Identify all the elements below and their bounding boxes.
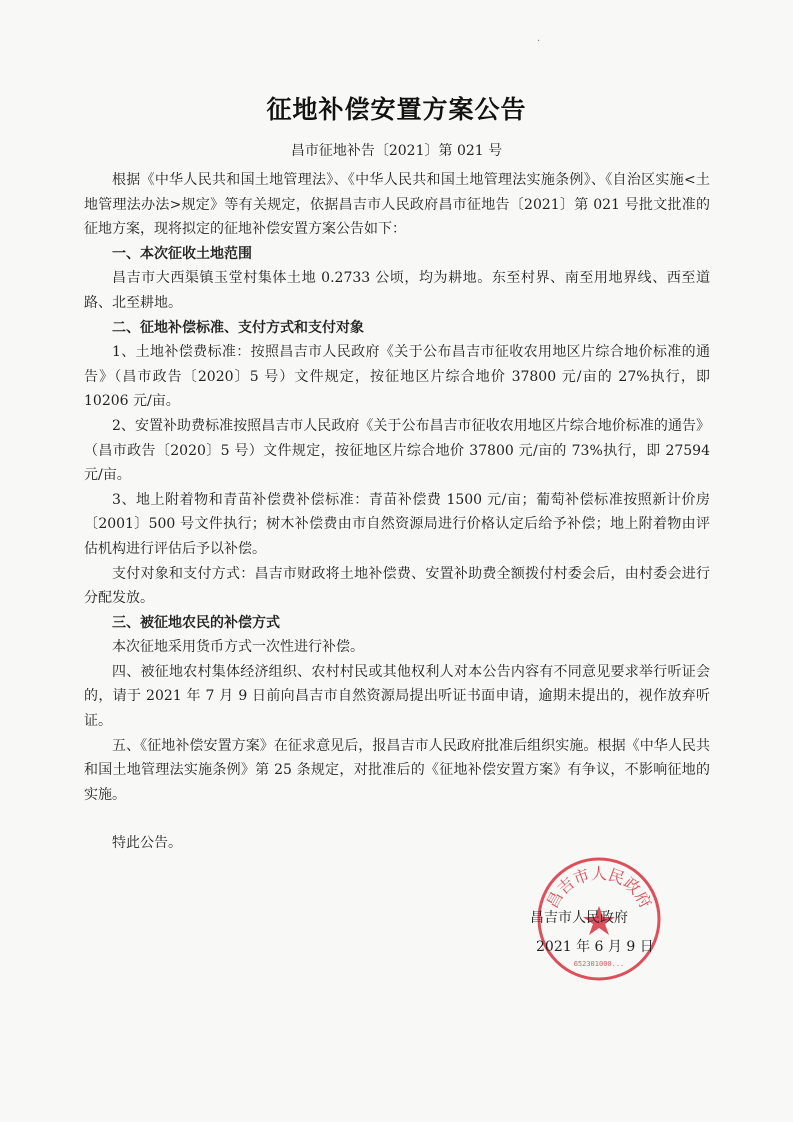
closing-line: 特此公告。	[112, 835, 182, 852]
intro-paragraph: 根据《中华人民共和国土地管理法》、《中华人民共和国土地管理法实施条例》、《自治区实施<土地管理法办法>规定》等有关规定，依据昌吉市人民政府昌市征地告〔2021〕第 021 号批文批准的征地方案，现将拟定的征地补偿安置方案公告如下：	[84, 172, 710, 238]
paragraph-attachments-crops: 3、地上附着物和青苗补偿费补偿标准：青苗补偿费 1500 元/亩；葡萄补偿标准按照新计价房〔2001〕500 号文件执行；树木补偿费由市自然资源局进行价格认定后给予补偿；地上附着物由评估机构进行评估后予以补偿。	[84, 491, 710, 557]
spacer	[84, 807, 710, 831]
paragraph-hearing: 四、被征地农村集体经济组织、农村村民或其他权利人对本公告内容有不同意见要求举行听证会的，请于 2021 年 7 月 9 日前向昌吉市自然资源局提出听证书面申请，逾期未提出的，视作放弃听证。	[84, 663, 710, 730]
paragraph-implementation: 五、《征地补偿安置方案》在征求意见后，报昌吉市人民政府批准后组织实施。根据《中华人民共和国土地管理法实施条例》第 25 条规定，对批准后的《征地补偿安置方案》有争议，不影响征地的实施。	[84, 737, 710, 803]
seal-code: 652301000...	[573, 960, 625, 968]
paragraph-resettlement-subsidy: 2、安置补助费标准按照昌吉市人民政府《关于公布昌吉市征收农用地区片综合地价标准的通告》（昌市政告〔2020〕5 号）文件规定，按征地区片综合地价 37800 元/亩的 73%执行，即 27594 元/亩。	[84, 417, 710, 484]
signing-organization: 昌吉市人民政府	[530, 910, 628, 926]
document-number: 昌市征地补告〔2021〕第 021 号	[290, 143, 503, 159]
paragraph-land-scope: 昌吉市大西渠镇玉堂村集体土地 0.2733 公顷，均为耕地。东至村界、南至用地界线、西至道路、北至耕地。	[84, 270, 710, 311]
scan-speck: ·	[537, 36, 541, 47]
page-title: 征地补偿安置方案公告	[266, 95, 527, 124]
document-body	[84, 168, 710, 856]
paragraph-compensation-method: 本次征地采用货币方式一次性进行补偿。	[112, 639, 364, 656]
section-heading-3: 三、被征地农民的补偿方式	[112, 614, 280, 631]
paragraph-land-compensation: 1、土地补偿费标准：按照昌吉市人民政府《关于公布昌吉市征收农用地区片综合地价标准的通告》（昌市政告〔2020〕5 号）文件规定，按征地区片综合地价 37800 元/亩的 27%执行，即 10206 元/亩。	[84, 344, 710, 410]
paragraph-payment-method: 支付对象和支付方式：昌吉市财政将土地补偿费、安置补助费全额拨付村委会后，由村委会进行分配发放。	[84, 565, 710, 607]
seal-text: 昌吉市人民政府	[542, 864, 656, 912]
section-heading-1: 一、本次征收土地范围	[112, 245, 252, 262]
section-heading-2: 二、征地补偿标准、支付方式和支付对象	[112, 319, 364, 336]
signing-date: 2021 年 6 月 9 日	[536, 939, 654, 955]
